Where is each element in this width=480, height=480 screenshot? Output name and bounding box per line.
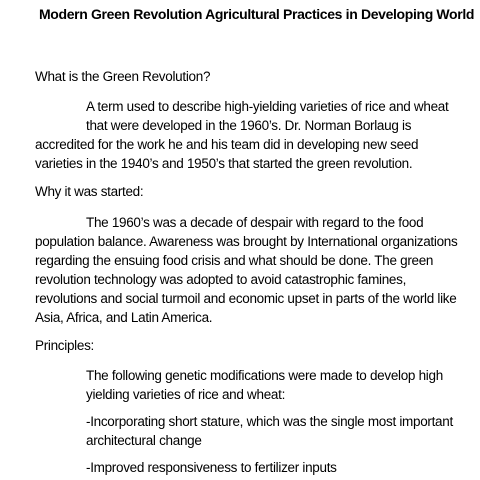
bullet1-line2: architectural change — [86, 433, 202, 448]
heading-why-started: Why it was started: — [35, 184, 144, 199]
para1-line4: varieties in the 1940’s and 1950’s that started the green revolution. — [35, 156, 413, 171]
heading-principles: Principles: — [35, 338, 94, 353]
para2-line5: revolutions and social turmoil and economic upset in parts of the world like — [35, 291, 457, 306]
para1-line1: A term used to describe high-yielding varieties of rice and wheat — [86, 99, 449, 114]
para1-line2: that were developed in the 1960’s. Dr. Norman Borlaug is — [86, 118, 412, 133]
bullet2-line1: -Improved responsiveness to fertilizer inputs — [86, 460, 337, 475]
bullet1-line1: -Incorporating short stature, which was the single most important — [86, 414, 453, 429]
para2-line1: The 1960’s was a decade of despair with regard to the food — [86, 215, 424, 230]
para2-line2: population balance. Awareness was brought by International organizations — [35, 234, 458, 249]
para2-line6: Asia, Africa, and Latin America. — [35, 310, 213, 325]
heading-what-is-green-revolution: What is the Green Revolution? — [35, 69, 211, 84]
document-title: Modern Green Revolution Agricultural Practices in Developing World — [39, 6, 475, 22]
para3-line2: yielding varieties of rice and wheat: — [86, 387, 286, 402]
para1-line3: accredited for the work he and his team did in developing new seed — [35, 137, 419, 152]
para2-line4: revolution technology was adopted to avoid catastrophic famines, — [35, 272, 407, 287]
para3-line1: The following genetic modifications were made to develop high — [86, 368, 443, 383]
para2-line3: regarding the ensuing food crisis and what should be done. The green — [35, 253, 434, 268]
